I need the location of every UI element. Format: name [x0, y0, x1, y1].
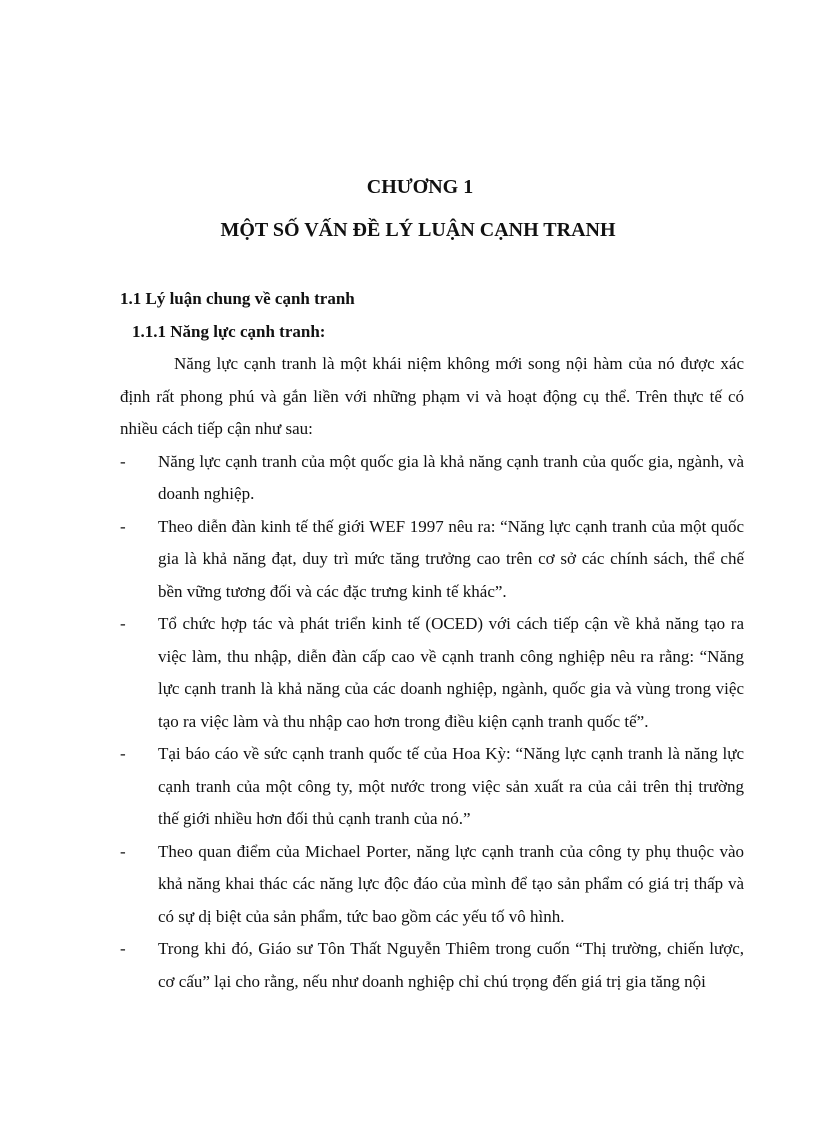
- list-item-text: Tại báo cáo về sức cạnh tranh quốc tế của Hoa Kỳ: “Năng lực cạnh tranh là năng lực cạnh tranh của một công ty, một nước trong việc sản xuất ra của cải trên thị trường thế giới nhiều hơn đối thủ cạnh tranh của nó.”: [158, 744, 744, 828]
- list-item-text: Trong khi đó, Giáo sư Tôn Thất Nguyễn Thiêm trong cuốn “Thị trường, chiến lược, cơ cấu” lại cho rằng, nếu như doanh nghiệp chỉ chú trọng đến giá trị gia tăng nội: [158, 939, 744, 991]
- list-item: [120, 511, 744, 609]
- intro-paragraph: Năng lực cạnh tranh là một khái niệm không mới song nội hàm của nó được xác định rất phong phú và gắn liền với những phạm vi và hoạt động cụ thể. Trên thực tế có nhiều cách tiếp cận như sau:: [120, 354, 744, 438]
- list-item-text: Theo quan điểm của Michael Porter, năng lực cạnh tranh của công ty phụ thuộc vào khả năng khai thác các năng lực độc đáo của mình để tạo sản phẩm có giá trị thấp và có sự dị biệt của sản phẩm, tức bao gồm các yếu tố vô hình.: [158, 841, 744, 926]
- chapter-title: MỘT SỐ VẤN ĐỀ LÝ LUẬN CẠNH TRANH: [220, 219, 616, 241]
- list-item: [120, 738, 744, 836]
- subsection-heading: 1.1.1 Năng lực cạnh tranh:: [132, 321, 326, 341]
- bullet-dash: -: [120, 744, 126, 763]
- list-item: [120, 608, 744, 738]
- list-item: [120, 836, 744, 934]
- list-item-text: Năng lực cạnh tranh của một quốc gia là khả năng cạnh tranh của quốc gia, ngành, và doanh nghiệp.: [158, 451, 744, 503]
- bullet-dash: -: [120, 939, 126, 958]
- list-item-text: Theo diễn đàn kinh tế thế giới WEF 1997 nêu ra: “Năng lực cạnh tranh của một quốc gia là khả năng đạt, duy trì mức tăng trưởng cao trên cơ sở các chính sách, thể chế bền vững tương đối và các đặc trưng kinh tế khác”.: [158, 516, 744, 601]
- list-item: [120, 446, 744, 511]
- chapter-number: CHƯƠNG 1: [366, 176, 474, 198]
- bullet-dash: -: [120, 451, 126, 471]
- section-content: [120, 283, 744, 998]
- bullet-dash: -: [120, 516, 126, 536]
- list-item-text: Tổ chức hợp tác và phát triển kinh tế (OCED) với cách tiếp cận về khả năng tạo ra việc làm, thu nhập, diễn đàn cấp cao về cạnh tranh công nghiệp nêu ra rằng: “Năng lực cạnh tranh là khả năng của các doanh nghiệp, ngành, quốc gia và vùng trong việc tạo ra việc làm và thu nhập cao hơn trong điều kiện cạnh tranh quốc tế”.: [158, 614, 744, 731]
- list-item: [120, 933, 744, 998]
- bullet-dash: -: [120, 841, 126, 861]
- section-heading: 1.1 Lý luận chung về cạnh tranh: [120, 289, 355, 308]
- bullet-dash: -: [120, 614, 126, 633]
